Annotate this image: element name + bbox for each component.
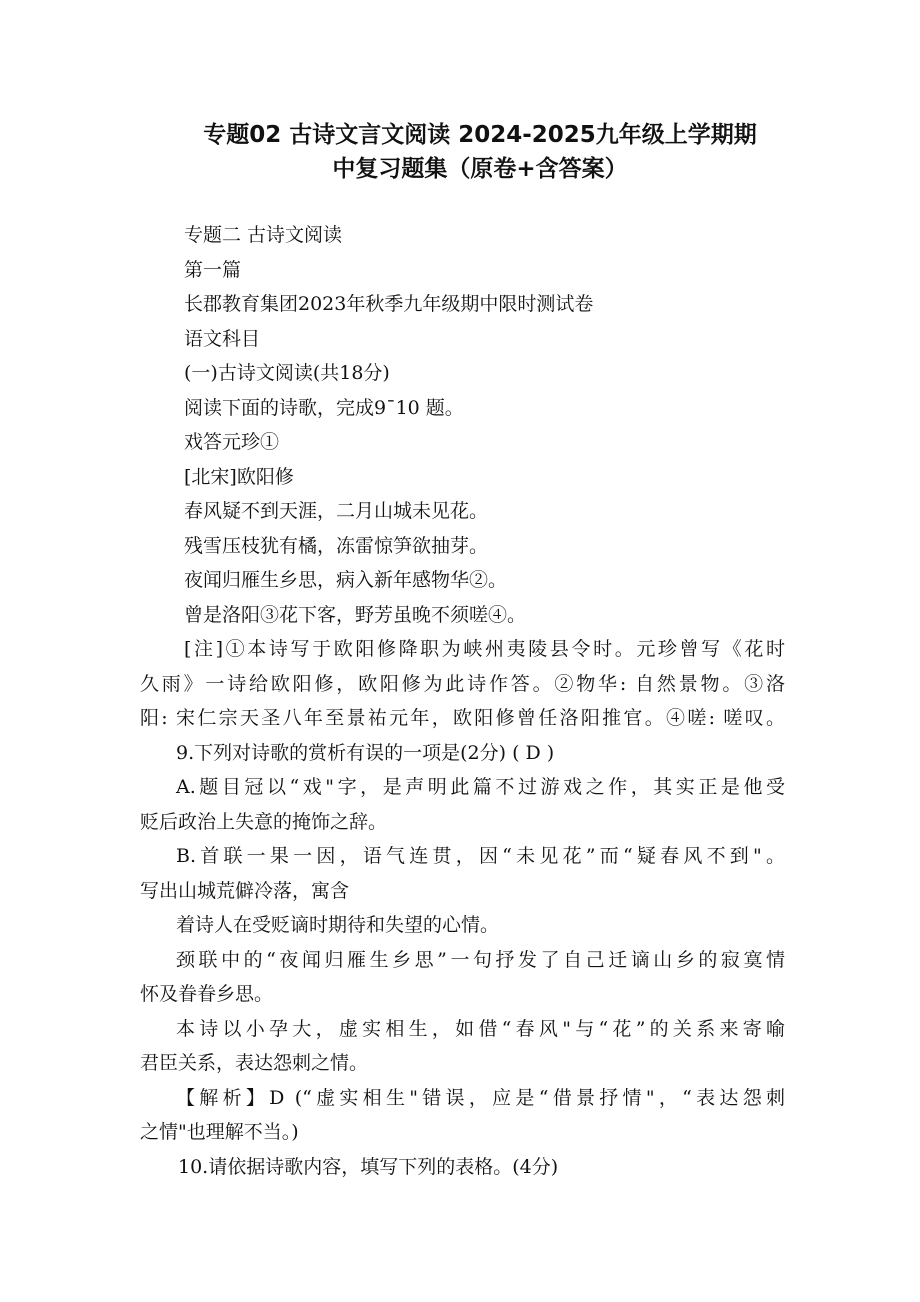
- subsection-heading: (一)古诗文阅读(共18分): [184, 362, 390, 384]
- poem-author: [北宋]欧阳修: [184, 465, 294, 488]
- poem-title: 戏答元珍①: [184, 431, 280, 453]
- poem-notes: 阳: 宋仁宗天圣八年至景祐元年，欧阳修曾任洛阳推官。④嗟: 嗟叹。: [140, 707, 785, 729]
- option-b: 写出山城荒僻冷落，寓含: [140, 879, 350, 902]
- option-a: A.题目冠以“戏"字，是声明此篇不过游戏之作，其实正是他受: [176, 776, 785, 798]
- option-a: 贬后政治上失意的掩饰之辞。: [140, 810, 388, 833]
- question-9: 9.下列对诗歌的赏析有误的一项是(2分) ( D ): [176, 741, 555, 764]
- poem-line: 夜闻归雁生乡思，病入新年感物华②。: [184, 569, 508, 591]
- document-title-line-1: 专题02 古诗文言文阅读 2024-2025九年级上学期期: [203, 122, 757, 148]
- section-heading: 专题二 古诗文阅读: [184, 224, 343, 246]
- option-d: 本诗以小孕大，虚实相生，如借“春风"与“花”的关系来寄喻: [176, 1017, 785, 1040]
- option-c: 颈联中的“夜闻归雁生乡思”一句抒发了自己迁谪山乡的寂寞情: [176, 948, 785, 971]
- document-body: [140, 218, 785, 1184]
- poem-line: 曾是洛阳③花下客，野芳虽晚不须嗟④。: [184, 603, 527, 626]
- answer-analysis: 【解析】D (“虚实相生"错误，应是“借景抒情"，“表达怨刺: [176, 1086, 785, 1109]
- poem-notes: 久雨》一诗给欧阳修，欧阳修为此诗作答。②物华: 自然景物。③洛: [140, 672, 785, 695]
- reading-instruction: 阅读下面的诗歌，完成9¯10 题。: [184, 396, 464, 419]
- option-b: B.首联一果一因，语气连贯，因“未见花”而“疑春风不到"。: [176, 845, 785, 867]
- answer-analysis: 之情"也理解不当。): [140, 1121, 299, 1143]
- option-b: 着诗人在受贬谪时期待和失望的心情。: [176, 914, 500, 936]
- document-title-line-2: 中复习题集（原卷+含答案）: [332, 156, 628, 182]
- part-heading: 第一篇: [184, 258, 242, 281]
- option-c: 怀及眷眷乡思。: [140, 983, 274, 1005]
- subject-label: 语文科目: [184, 327, 261, 350]
- exam-source: 长郡教育集团2023年秋季九年级期中限时测试卷: [184, 293, 594, 315]
- option-d: 君臣关系，表达怨刺之情。: [140, 1052, 369, 1074]
- poem-notes: [注]①本诗写于欧阳修降职为峡州夷陵县令时。元珍曾写《花时: [184, 638, 785, 660]
- poem-line: 残雪压枝犹有橘，冻雷惊笋欲抽芽。: [184, 534, 489, 557]
- poem-line: 春风疑不到天涯，二月山城未见花。: [184, 500, 489, 522]
- question-10: 10.请依据诗歌内容，填写下列的表格。(4分): [178, 1155, 559, 1178]
